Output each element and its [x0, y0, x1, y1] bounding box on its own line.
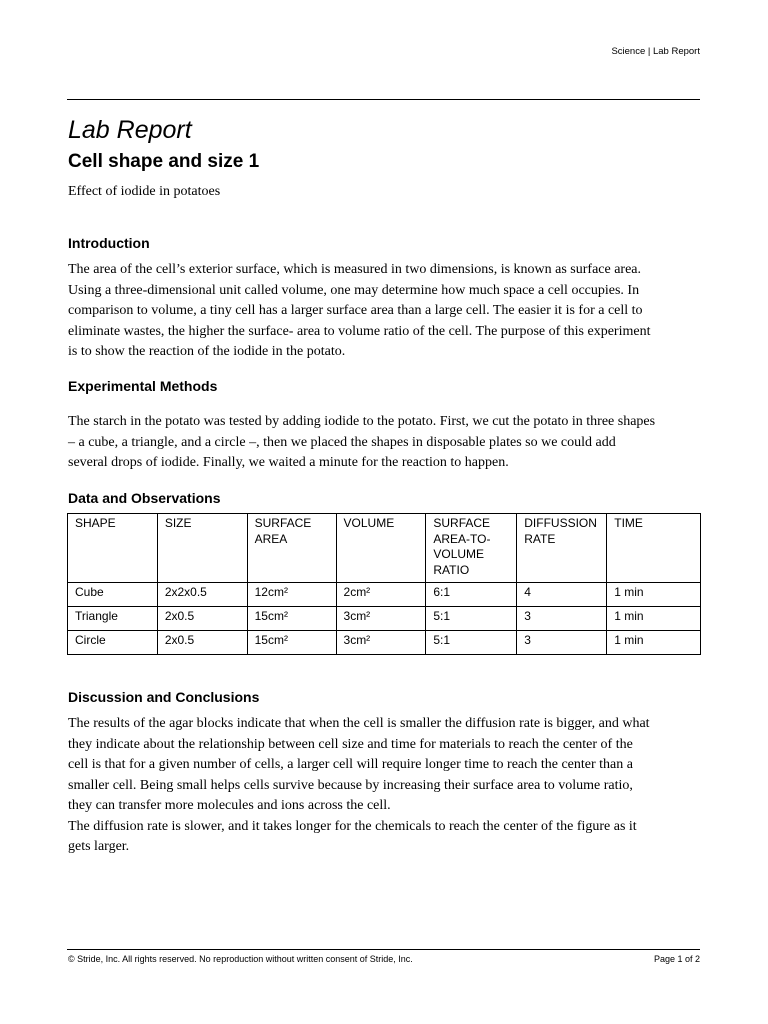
table-cell: 12cm² — [247, 583, 336, 607]
introduction-heading: Introduction — [68, 235, 150, 251]
table-cell: 3cm² — [336, 607, 426, 631]
table-row — [68, 583, 701, 607]
table-cell: Cube — [68, 583, 158, 607]
column-header: TIME — [607, 514, 701, 583]
introduction-line: comparison to volume, a tiny cell has a larger surface area than a large cell. The easier it is for a cell to — [68, 303, 643, 318]
column-header: SHAPE — [68, 514, 158, 583]
discussion-line: gets larger. — [68, 839, 130, 854]
header-divider — [67, 99, 700, 100]
table-cell: Triangle — [68, 607, 158, 631]
methods-line: – a cube, a triangle, and a circle –, then we placed the shapes in disposable plates so we could add — [68, 434, 616, 450]
table-cell: 2x0.5 — [157, 631, 247, 655]
discussion-paragraph — [68, 714, 708, 858]
methods-line: The starch in the potato was tested by adding iodide to the potato. First, we cut the potato in three shapes — [68, 414, 656, 429]
data-table — [67, 513, 701, 655]
table-cell: 1 min — [607, 607, 701, 631]
table-cell: 5:1 — [426, 631, 517, 655]
table-cell: 2x0.5 — [157, 607, 247, 631]
table-cell: 3cm² — [336, 631, 426, 655]
column-header: SURFACE AREA — [247, 514, 336, 583]
table-cell: 5:1 — [426, 607, 517, 631]
introduction-line: is to show the reaction of the iodide in the potato. — [68, 344, 346, 359]
document-title: Lab Report — [68, 116, 192, 144]
data-heading: Data and Observations — [68, 490, 221, 506]
column-header: SURFACE AREA-TO-VOLUME RATIO — [426, 514, 517, 583]
table-cell: 2x2x0.5 — [157, 583, 247, 607]
document-subtitle: Cell shape and size 1 — [68, 151, 260, 172]
table-row — [68, 607, 701, 631]
table-cell: 6:1 — [426, 583, 517, 607]
discussion-line: cell is that for a given number of cells, a larger cell will require longer time to reach the center than a — [68, 757, 633, 772]
discussion-line: they can transfer more molecules and ions across the cell. — [68, 798, 391, 813]
table-cell: 15cm² — [247, 631, 336, 655]
table-cell: 3 — [517, 631, 607, 655]
discussion-line: The results of the agar blocks indicate that when the cell is smaller the diffusion rate is bigger, and what — [68, 716, 650, 731]
discussion-line: they indicate about the relationship between cell size and time for materials to reach the center of the — [68, 736, 633, 752]
table-cell: 4 — [517, 583, 607, 607]
methods-line: several drops of iodide. Finally, we waited a minute for the reaction to happen. — [68, 455, 509, 470]
table-cell: 1 min — [607, 583, 701, 607]
footer-divider — [67, 949, 700, 950]
column-header: DIFFUSSION RATE — [517, 514, 607, 583]
discussion-line: The diffusion rate is slower, and it takes longer for the chemicals to reach the center of the figure as it — [68, 818, 637, 834]
methods-paragraph — [68, 412, 708, 474]
table-cell: 1 min — [607, 631, 701, 655]
discussion-heading: Discussion and Conclusions — [68, 689, 260, 705]
introduction-line: Using a three-dimensional unit called volume, one may determine how much space a cell occupies. In — [68, 282, 640, 298]
table-cell: 3 — [517, 607, 607, 631]
header-category: Science | Lab Report — [611, 46, 700, 57]
column-header: VOLUME — [336, 514, 426, 583]
methods-heading: Experimental Methods — [68, 378, 218, 394]
table-cell: Circle — [68, 631, 158, 655]
table-header-row — [68, 514, 701, 583]
introduction-line: eliminate wastes, the higher the surface- area to volume ratio of the cell. The purpose of this experiment — [68, 323, 651, 339]
footer-copyright: © Stride, Inc. All rights reserved. No reproduction without written consent of Stride, Inc. — [68, 954, 413, 964]
discussion-line: smaller cell. Being small helps cells survive because by increasing their surface area to volume ratio, — [68, 777, 633, 793]
footer-page-number: Page 1 of 2 — [653, 954, 700, 964]
document-tagline: Effect of iodide in potatoes — [68, 184, 221, 199]
column-header: SIZE — [157, 514, 247, 583]
table-cell: 2cm² — [336, 583, 426, 607]
introduction-line: The area of the cell’s exterior surface, which is measured in two dimensions, is known as surface area. — [68, 262, 642, 277]
table-row — [68, 631, 701, 655]
introduction-paragraph — [68, 260, 708, 363]
table-cell: 15cm² — [247, 607, 336, 631]
